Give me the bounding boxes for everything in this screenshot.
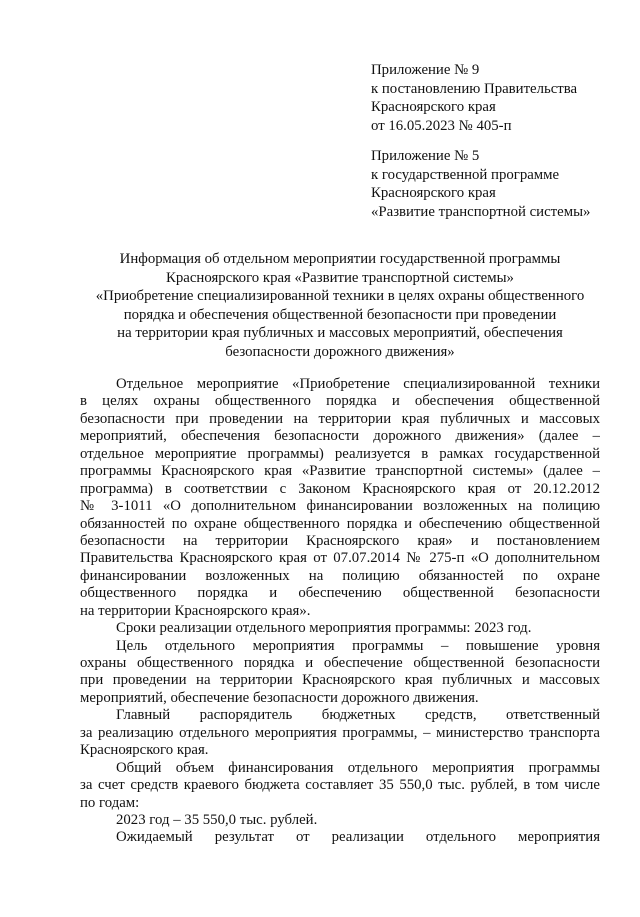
- body-text-line: обязанностей по охране общественного порядка и обеспечению общественной: [80, 515, 600, 532]
- body-text-line: программа) в соответствии с Законом Красноярского края от 20.12.2012: [80, 480, 600, 497]
- body-text-line: охраны общественного порядка и обеспечение общественной безопасности: [80, 655, 600, 671]
- body-text-line: № 3-1011 «О дополнительном финансировании возложенных на полицию: [80, 498, 600, 515]
- title-line: Красноярского края «Развитие транспортной системы»: [166, 269, 514, 286]
- title-line: порядка и обеспечения общественной безопасности при проведении: [123, 306, 557, 323]
- appendix-5-header: [371, 147, 633, 221]
- body-text-line: программы Красноярского края «Развитие транспортной системы» (далее –: [80, 463, 600, 480]
- body-text-line: общественного порядка и обеспечению общественной безопасности: [80, 585, 600, 602]
- body-text-line: в целях охраны общественного порядка и обеспечения общественной: [80, 393, 600, 410]
- document-title: [80, 250, 600, 361]
- title-line: безопасности дорожного движения»: [225, 343, 455, 360]
- body-text-line: отдельное мероприятие программы) реализуется в рамках государственной: [80, 445, 600, 462]
- appendix-9-line: к постановлению Правительства: [371, 80, 578, 97]
- appendix-9-line: Приложение № 9: [371, 62, 480, 78]
- body-text-line: мероприятий, обеспечение безопасности дорожного движения.: [80, 689, 479, 706]
- body-text-line: безопасности при проведении на территории края публичных и массовых: [80, 410, 600, 427]
- appendix-5-line: к государственной программе: [371, 166, 560, 183]
- appendix-9-line: Красноярского края: [371, 99, 496, 115]
- body-text-line: за счет средств краевого бюджета составляет 35 550,0 тыс. рублей, в том числе: [80, 777, 600, 794]
- title-line: Информация об отдельном мероприятии государственной программы: [119, 251, 561, 267]
- body-text-line: Отдельное мероприятие «Приобретение специализированной техники: [116, 376, 600, 392]
- body-text-line: при проведении на территории Красноярского края публичных и массовых: [80, 672, 600, 689]
- body-text-line: Ожидаемый результат от реализации отдельного мероприятия: [116, 829, 600, 846]
- body-text-line: 2023 год – 35 550,0 тыс. рублей.: [116, 811, 318, 828]
- appendix-9-line: от 16.05.2023 № 405-п: [371, 117, 512, 134]
- body-text-line: Сроки реализации отдельного мероприятия программы: 2023 год.: [116, 620, 532, 637]
- body-text-line: финансировании возложенных на полицию обязанностей по охране: [80, 567, 600, 584]
- body-text-line: безопасности на территории Красноярского края» и постановлением: [80, 532, 600, 549]
- appendix-5-line: «Развитие транспортной системы»: [371, 203, 591, 220]
- body-text-line: на территории Красноярского края».: [80, 602, 311, 619]
- body-text-line: Общий объем финансирования отдельного мероприятия программы: [116, 759, 600, 776]
- body-text-line: Правительства Красноярского края от 07.07.2014 № 275-п «О дополнительном: [80, 550, 600, 567]
- body-text-line: за реализацию отдельного мероприятия программы, – министерство транспорта: [80, 724, 600, 741]
- document-body: [80, 376, 600, 847]
- body-text-line: Красноярского края.: [80, 742, 209, 759]
- title-line: на территории края публичных и массовых мероприятий, обеспечения: [117, 325, 563, 341]
- body-text-line: мероприятий, обеспечения безопасности дорожного движения» (далее –: [80, 428, 600, 445]
- body-text-line: Главный распорядитель бюджетных средств, ответственный: [116, 707, 600, 724]
- body-text-line: Цель отдельного мероприятия программы – повышение уровня: [116, 637, 600, 654]
- appendix-5-line: Приложение № 5: [371, 148, 480, 164]
- appendix-5-line: Красноярского края: [371, 185, 496, 201]
- body-text-line: по годам:: [80, 794, 140, 811]
- appendix-9-header: [371, 61, 633, 135]
- title-line: «Приобретение специализированной техники в целях охраны общественного: [95, 288, 585, 304]
